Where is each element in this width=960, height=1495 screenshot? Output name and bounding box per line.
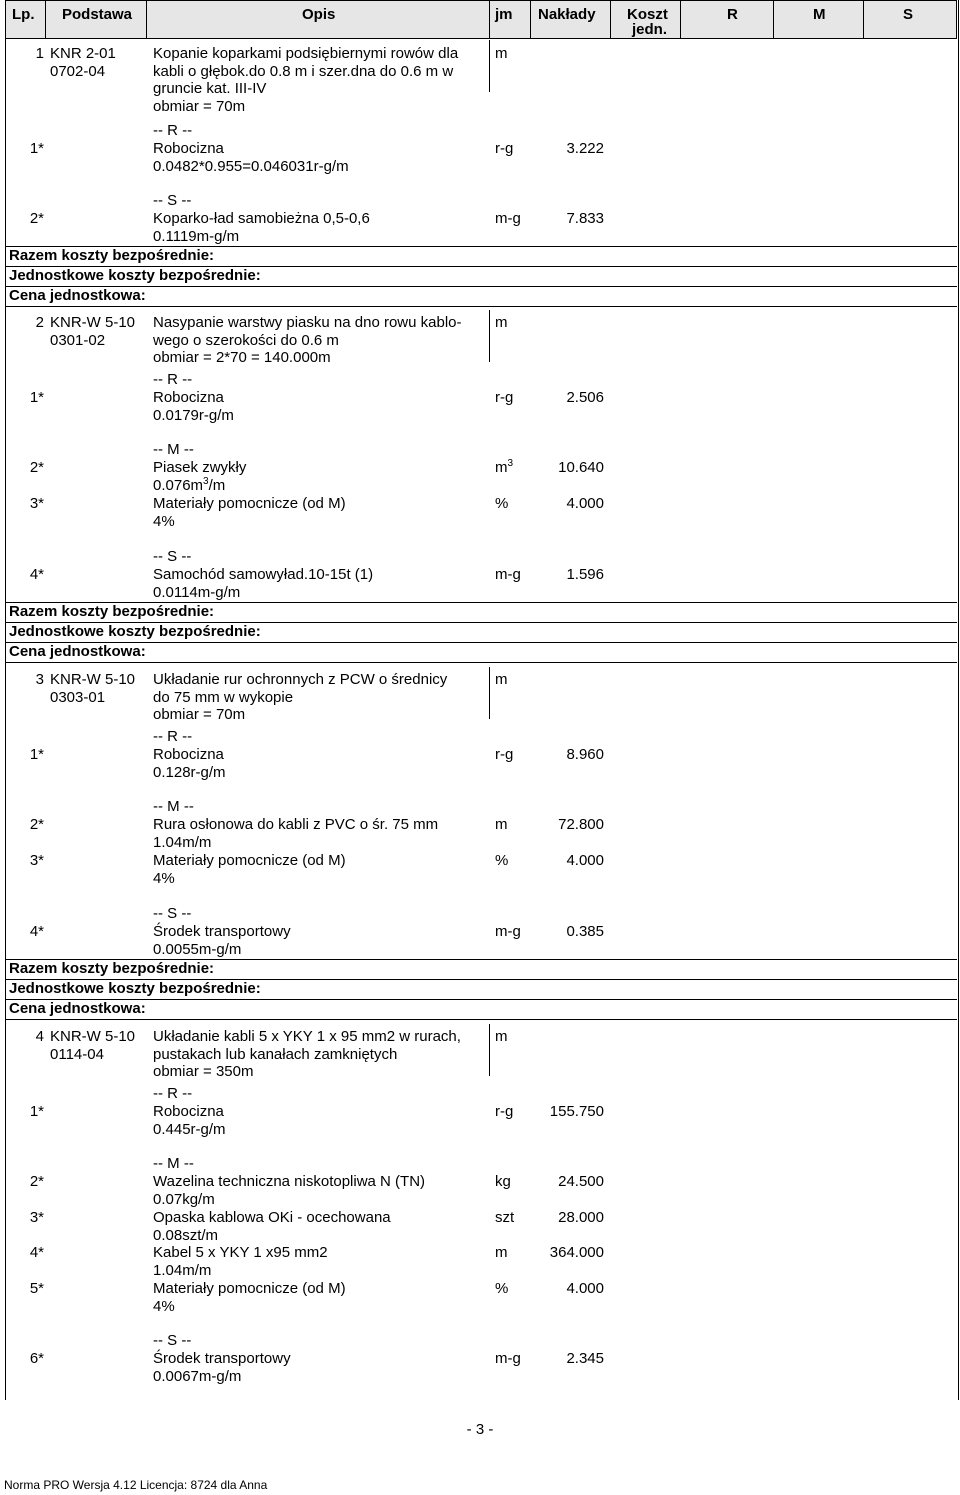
resource-norm: 0.128r-g/m [153, 763, 226, 781]
resource-lp: 1* [29, 1103, 44, 1120]
item-description-line: Układanie rur ochronnych z PCW o średnicy [153, 671, 448, 688]
item-description-line: gruncie kat. III-IV [153, 80, 267, 98]
resource-lp: 3* [29, 1209, 44, 1226]
summary-razem: Razem koszty bezpośrednie: [9, 603, 215, 621]
item-lp: 4 [35, 1028, 44, 1045]
item-description-line: Układanie kabli 5 x YKY 1 x 95 mm2 w rurach, [153, 1028, 461, 1045]
summary-razem: Razem koszty bezpośrednie: [9, 247, 215, 265]
item-podstawa: KNR-W 5-10 [50, 314, 136, 331]
header-lp: Lp. [12, 6, 35, 23]
resource-norm: 1.04m/m [153, 1261, 212, 1279]
resource-norm: 0.0067m-g/m [153, 1367, 242, 1385]
resource-quantity: 10.640 [558, 459, 604, 476]
row-divider [5, 662, 957, 663]
column-divider [610, 0, 611, 39]
resource-lp: 1* [29, 140, 44, 157]
resource-quantity: 364.000 [549, 1244, 604, 1261]
item-podstawa-code: 0301-02 [50, 331, 106, 349]
resource-unit: kg [495, 1173, 511, 1190]
resource-norm: 0.08szt/m [153, 1226, 219, 1244]
column-divider [489, 667, 490, 719]
item-unit: m [495, 671, 508, 688]
item-lp: 3 [35, 671, 44, 688]
column-divider [489, 0, 490, 39]
resource-norm: 0.0179r-g/m [153, 406, 234, 424]
resource-quantity: 155.750 [549, 1103, 604, 1120]
item-description-line: obmiar = 70m [153, 706, 246, 724]
resource-quantity: 0.385 [566, 923, 604, 940]
summary-jednostkowe: Jednostkowe koszty bezpośrednie: [9, 267, 261, 285]
resource-lp: 4* [29, 1244, 44, 1261]
resource-unit: % [495, 1280, 509, 1297]
summary-cena: Cena jednostkowa: [9, 643, 146, 661]
resource-name: Robocizna [153, 746, 224, 763]
resource-quantity: 1.596 [566, 566, 604, 583]
resource-lp: 4* [29, 566, 44, 583]
summary-jednostkowe: Jednostkowe koszty bezpośrednie: [9, 623, 261, 641]
item-lp: 2 [35, 314, 44, 331]
resource-lp: 1* [29, 389, 44, 406]
resource-lp: 2* [29, 1173, 44, 1190]
resource-group-label: -- R -- [153, 728, 193, 746]
summary-razem: Razem koszty bezpośrednie: [9, 960, 215, 978]
resource-quantity: 4.000 [566, 1280, 604, 1297]
resource-unit: % [495, 852, 509, 869]
header-jm: jm [495, 6, 513, 23]
column-divider [530, 0, 531, 39]
header-m: M [813, 6, 826, 23]
resource-group-label: -- R -- [153, 371, 193, 389]
resource-quantity: 4.000 [566, 495, 604, 512]
resource-norm: 4% [153, 512, 175, 530]
resource-unit: szt [495, 1209, 515, 1226]
resource-quantity: 24.500 [558, 1173, 604, 1190]
resource-norm: 4% [153, 869, 175, 887]
item-description-line: Nasypanie warstwy piasku na dno rowu kablo- [153, 314, 462, 331]
resource-lp: 3* [29, 852, 44, 869]
item-unit: m [495, 45, 508, 62]
item-lp: 1 [35, 45, 44, 62]
header-opis: Opis [302, 6, 336, 23]
resource-unit: r-g [495, 1103, 514, 1120]
resource-group-label: -- R -- [153, 1085, 193, 1103]
item-podstawa: KNR 2-01 [50, 45, 116, 62]
resource-quantity: 2.345 [566, 1350, 604, 1367]
resource-lp: 5* [29, 1280, 44, 1297]
resource-unit: m-g [495, 923, 521, 940]
resource-lp: 2* [29, 816, 44, 833]
resource-quantity: 4.000 [566, 852, 604, 869]
item-podstawa: KNR-W 5-10 [50, 671, 136, 688]
resource-lp: 6* [29, 1350, 44, 1367]
resource-name: Środek transportowy [153, 923, 291, 940]
resource-group-label: -- M -- [153, 1155, 194, 1173]
resource-name: Koparko-ład samobieżna 0,5-0,6 [153, 210, 370, 227]
resource-quantity: 8.960 [566, 746, 604, 763]
item-description-line: wego o szerokości do 0.6 m [153, 331, 339, 349]
resource-group-label: -- R -- [153, 122, 193, 140]
resource-unit: r-g [495, 389, 514, 406]
resource-unit: m [495, 1244, 508, 1261]
page-number: - 3 - [466, 1421, 494, 1438]
header-koszt-jedn: jedn. [632, 21, 668, 38]
column-divider [489, 1024, 490, 1076]
resource-lp: 1* [29, 746, 44, 763]
resource-norm: 0.0114m-g/m [153, 583, 241, 601]
resource-quantity: 28.000 [558, 1209, 604, 1226]
item-podstawa-code: 0702-04 [50, 62, 106, 80]
resource-group-label: -- M -- [153, 798, 194, 816]
resource-quantity: 72.800 [558, 816, 604, 833]
item-description-line: Kopanie koparkami podsiębiernymi rowów dla [153, 45, 459, 62]
summary-cena: Cena jednostkowa: [9, 287, 146, 305]
document-frame [5, 0, 959, 1400]
resource-norm: 0.1119m-g/m [153, 227, 240, 245]
summary-jednostkowe: Jednostkowe koszty bezpośrednie: [9, 980, 261, 998]
item-description-line: obmiar = 2*70 = 140.000m [153, 349, 331, 367]
resource-name: Kabel 5 x YKY 1 x95 mm2 [153, 1244, 328, 1261]
row-divider [5, 1019, 957, 1020]
resource-lp: 4* [29, 923, 44, 940]
resource-group-label: -- M -- [153, 441, 194, 459]
column-divider [489, 310, 490, 362]
resource-lp: 2* [29, 210, 44, 227]
item-description-line: obmiar = 350m [153, 1063, 254, 1081]
resource-name: Wazelina techniczna niskotopliwa N (TN) [153, 1173, 426, 1190]
column-divider [45, 0, 46, 39]
resource-group-label: -- S -- [153, 192, 192, 210]
item-unit: m [495, 1028, 508, 1045]
resource-norm: 1.04m/m [153, 833, 212, 851]
resource-quantity: 2.506 [566, 389, 604, 406]
column-divider [680, 0, 681, 39]
resource-name: Materiały pomocnicze (od M) [153, 852, 346, 869]
resource-name: Materiały pomocnicze (od M) [153, 495, 346, 512]
resource-name: Materiały pomocnicze (od M) [153, 1280, 346, 1297]
item-podstawa-code: 0303-01 [50, 688, 106, 706]
resource-norm: $0.076m^3/m$ [153, 475, 226, 494]
header-r: R [727, 6, 738, 23]
resource-unit: % [495, 495, 509, 512]
resource-group-label: -- S -- [153, 905, 192, 923]
resource-unit: m [495, 816, 508, 833]
item-podstawa: KNR-W 5-10 [50, 1028, 136, 1045]
resource-norm: 0.0055m-g/m [153, 940, 242, 958]
row-divider [5, 306, 957, 307]
resource-group-label: -- S -- [153, 548, 192, 566]
resource-lp: 3* [29, 495, 44, 512]
row-divider [5, 999, 957, 1000]
resource-name: Robocizna [153, 1103, 224, 1120]
header-koszt: Koszt [627, 6, 668, 23]
header-s: S [903, 6, 914, 23]
column-divider [863, 0, 864, 39]
resource-quantity: 7.833 [566, 210, 604, 227]
resource-name: Samochód samowyład.10-15t (1) [153, 566, 374, 583]
header-naklady: Nakłady [538, 6, 596, 23]
resource-name: Opaska kablowa OKi - ocechowana [153, 1209, 391, 1226]
resource-unit: r-g [495, 140, 514, 157]
item-podstawa-code: 0114-04 [50, 1045, 104, 1063]
item-description-line: obmiar = 70m [153, 97, 246, 115]
row-divider [5, 286, 957, 287]
resource-name: Rura osłonowa do kabli z PVC o śr. 75 mm [153, 816, 439, 833]
footer-license: Norma PRO Wersja 4.12 Licencja: 8724 dla Anna [4, 1478, 268, 1492]
resource-norm: 0.07kg/m [153, 1190, 215, 1208]
header-podstawa: Podstawa [62, 6, 133, 23]
resource-lp: 2* [29, 459, 44, 476]
summary-cena: Cena jednostkowa: [9, 1000, 146, 1018]
item-description-line: pustakach lub kanałach zamkniętych [153, 1045, 398, 1063]
item-description-line: do 75 mm w wykopie [153, 688, 294, 706]
column-divider [773, 0, 774, 39]
resource-norm: 4% [153, 1297, 175, 1315]
column-divider [146, 0, 147, 39]
resource-name: Robocizna [153, 389, 224, 406]
resource-unit: r-g [495, 746, 514, 763]
resource-name: Robocizna [153, 140, 224, 157]
resource-name: Środek transportowy [153, 1350, 291, 1367]
item-unit: m [495, 314, 508, 331]
resource-quantity: 3.222 [566, 140, 604, 157]
column-divider [489, 40, 490, 92]
item-description-line: kabli o głębok.do 0.8 m i szer.dna do 0.6 m w [153, 62, 454, 80]
resource-norm: 0.0482*0.955=0.046031r-g/m [153, 157, 349, 175]
resource-unit: $m^3$ [495, 458, 514, 476]
row-divider [5, 642, 957, 643]
resource-norm: 0.445r-g/m [153, 1120, 226, 1138]
resource-unit: m-g [495, 1350, 521, 1367]
resource-unit: m-g [495, 566, 521, 583]
resource-group-label: -- S -- [153, 1332, 192, 1350]
resource-name: Piasek zwykły [153, 459, 247, 476]
resource-unit: m-g [495, 210, 521, 227]
